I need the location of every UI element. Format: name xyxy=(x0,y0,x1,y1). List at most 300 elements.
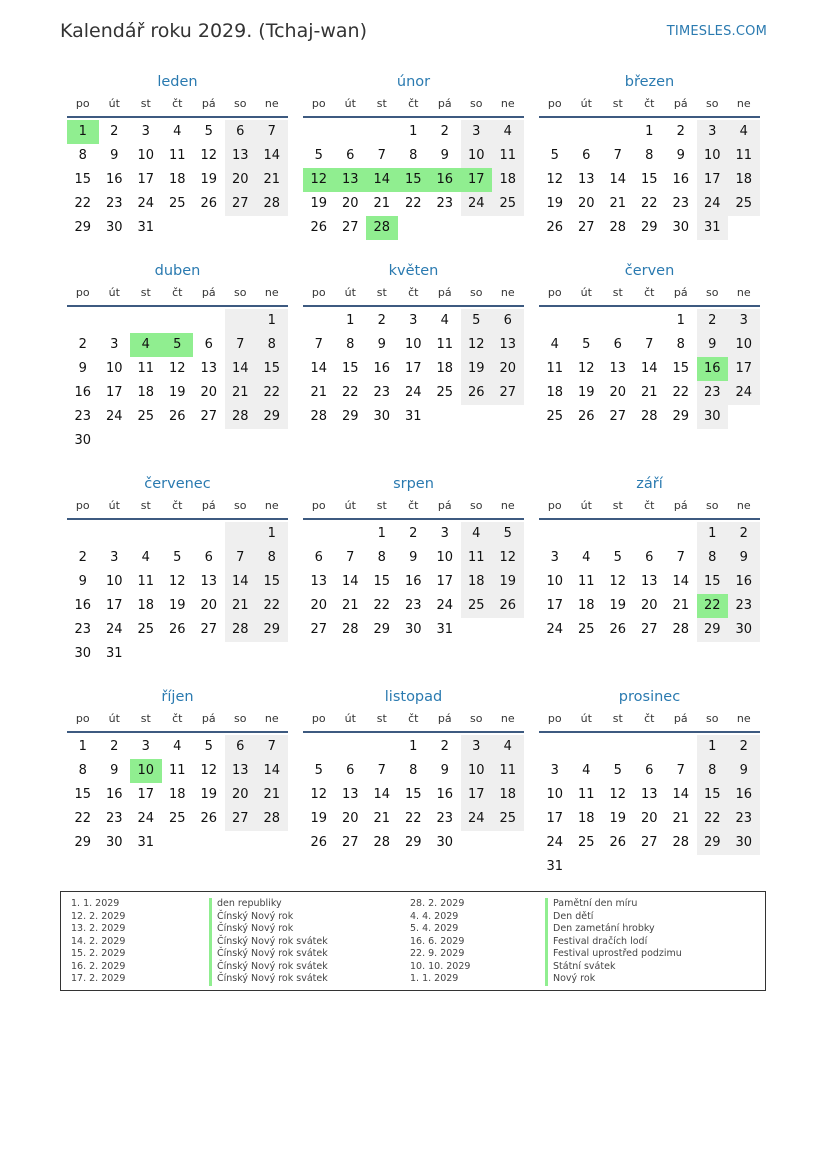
day-cell: 25 xyxy=(436,385,454,400)
day-cell: 3 xyxy=(110,337,119,352)
day-cell: 18 xyxy=(461,570,493,594)
day-cell: 12 xyxy=(200,148,218,163)
day-cell: 14 xyxy=(672,787,690,802)
month-4 xyxy=(67,263,288,453)
weekday-header xyxy=(539,286,760,302)
day-cell: 25 xyxy=(492,807,524,831)
day-cell: 25 xyxy=(728,192,760,216)
day-cell: 5 xyxy=(173,550,182,565)
weekday-label: út xyxy=(344,499,356,512)
day-cell: 18 xyxy=(728,168,760,192)
day-cell: 14 xyxy=(225,357,257,381)
day-cell: 13 xyxy=(200,361,218,376)
day-cell: 15 xyxy=(697,783,729,807)
day-cell: 17 xyxy=(461,783,493,807)
day-cell: 7 xyxy=(377,148,386,163)
day-cell: 5 xyxy=(550,148,559,163)
day-cell: 12 xyxy=(546,172,564,187)
day-cell: 23 xyxy=(436,811,454,826)
day-cell: 8 xyxy=(697,759,729,783)
day-cell: 4 xyxy=(440,313,449,328)
day-cell: 7 xyxy=(256,120,288,144)
day-cell: 30 xyxy=(728,831,760,855)
day-cell: 15 xyxy=(256,570,288,594)
weekday-label: so xyxy=(706,97,719,110)
day-cell: 13 xyxy=(492,333,524,357)
day-cell: 28 xyxy=(672,835,690,850)
day-cell: 21 xyxy=(310,385,328,400)
weekday-label: čt xyxy=(172,97,183,110)
day-cell: 11 xyxy=(461,546,493,570)
day-cell: 9 xyxy=(676,148,685,163)
day-cell: 15 xyxy=(256,357,288,381)
month-rule xyxy=(303,305,524,307)
month-9 xyxy=(539,476,760,666)
weekday-label: st xyxy=(376,286,387,299)
day-cell: 15 xyxy=(672,361,690,376)
day-cell: 10 xyxy=(728,333,760,357)
legend-holiday-name: Státní svátek xyxy=(545,961,615,974)
day-cell: 4 xyxy=(492,735,524,759)
day-cell: 8 xyxy=(78,763,87,778)
holiday-day-cell: 14 xyxy=(366,168,398,192)
month-rule xyxy=(303,731,524,733)
day-cell: 20 xyxy=(341,196,359,211)
day-cell: 9 xyxy=(728,759,760,783)
day-cell: 8 xyxy=(377,550,386,565)
day-cell: 12 xyxy=(609,787,627,802)
day-cell: 19 xyxy=(168,598,186,613)
weekday-label: čt xyxy=(408,712,419,725)
weekday-label: út xyxy=(580,97,592,110)
weekday-label: čt xyxy=(172,712,183,725)
day-cell: 27 xyxy=(577,220,595,235)
day-cell: 23 xyxy=(672,196,690,211)
legend-date: 16. 6. 2029 xyxy=(410,935,465,947)
weekday-header xyxy=(539,97,760,113)
weekday-label: ne xyxy=(500,97,515,110)
day-cell: 7 xyxy=(346,550,355,565)
month-5 xyxy=(303,263,524,453)
day-cell: 24 xyxy=(105,622,123,637)
day-cell: 7 xyxy=(676,763,685,778)
month-name: únor xyxy=(396,74,431,90)
month-name: březen xyxy=(624,74,675,90)
day-cell: 18 xyxy=(137,598,155,613)
day-cell: 30 xyxy=(74,646,92,661)
day-cell: 29 xyxy=(256,618,288,642)
day-cell: 2 xyxy=(377,313,386,328)
weekday-label: út xyxy=(108,712,120,725)
weekday-label: pá xyxy=(437,286,452,299)
day-cell: 10 xyxy=(105,574,123,589)
holiday-day-cell: 5 xyxy=(162,333,194,357)
day-cell: 11 xyxy=(137,574,155,589)
day-cell: 30 xyxy=(404,622,422,637)
day-cell: 18 xyxy=(168,172,186,187)
day-cell: 22 xyxy=(341,385,359,400)
day-cell: 7 xyxy=(676,550,685,565)
day-cell: 6 xyxy=(225,735,257,759)
month-rule xyxy=(67,518,288,520)
day-cell: 2 xyxy=(78,337,87,352)
weekday-label: st xyxy=(612,97,623,110)
day-cell: 7 xyxy=(645,337,654,352)
day-cell: 11 xyxy=(546,361,564,376)
weekday-label: čt xyxy=(408,97,419,110)
weekday-label: čt xyxy=(408,286,419,299)
weekday-label: po xyxy=(311,712,326,725)
page-title: Kalendář roku 2029. (Tchaj-wan) xyxy=(60,20,367,42)
day-cell: 5 xyxy=(204,124,213,139)
weekday-label: po xyxy=(75,286,90,299)
day-cell: 24 xyxy=(137,811,155,826)
day-cell: 15 xyxy=(697,570,729,594)
month-name: září xyxy=(636,476,663,492)
day-cell: 1 xyxy=(256,522,288,546)
day-cell: 21 xyxy=(640,385,658,400)
day-cell: 19 xyxy=(310,811,328,826)
day-cell: 16 xyxy=(74,598,92,613)
day-cell: 18 xyxy=(168,787,186,802)
weekday-label: pá xyxy=(673,712,688,725)
day-cell: 14 xyxy=(609,172,627,187)
day-cell: 31 xyxy=(137,220,155,235)
weekday-label: so xyxy=(706,286,719,299)
day-cell: 28 xyxy=(640,409,658,424)
day-cell: 15 xyxy=(373,574,391,589)
day-cell: 20 xyxy=(200,598,218,613)
day-cell: 8 xyxy=(409,148,418,163)
day-cell: 8 xyxy=(697,546,729,570)
day-cell: 5 xyxy=(582,337,591,352)
weekday-header xyxy=(67,286,288,302)
day-cell: 3 xyxy=(141,739,150,754)
day-cell: 18 xyxy=(137,385,155,400)
day-cell: 23 xyxy=(404,598,422,613)
day-cell: 27 xyxy=(200,622,218,637)
legend-date: 13. 2. 2029 xyxy=(71,923,126,934)
day-cell: 14 xyxy=(256,144,288,168)
weekday-label: st xyxy=(140,97,151,110)
weekday-label: čt xyxy=(172,499,183,512)
day-cell: 29 xyxy=(373,622,391,637)
month-rule xyxy=(67,116,288,118)
weekday-label: st xyxy=(140,499,151,512)
day-cell: 3 xyxy=(461,120,493,144)
day-cell: 22 xyxy=(256,381,288,405)
weekday-label: út xyxy=(108,499,120,512)
day-cell: 19 xyxy=(577,385,595,400)
day-cell: 3 xyxy=(141,124,150,139)
weekday-label: po xyxy=(547,712,562,725)
weekday-label: pá xyxy=(201,712,216,725)
month-rule xyxy=(539,731,760,733)
day-cell: 23 xyxy=(373,385,391,400)
weekday-label: čt xyxy=(644,499,655,512)
day-cell: 17 xyxy=(105,385,123,400)
day-cell: 31 xyxy=(105,646,123,661)
month-name: leden xyxy=(157,74,198,90)
holiday-day-cell: 12 xyxy=(303,168,335,192)
weekend-blank-cell xyxy=(225,309,257,333)
day-cell: 16 xyxy=(404,574,422,589)
day-cell: 28 xyxy=(341,622,359,637)
day-cell: 27 xyxy=(640,622,658,637)
weekday-label: st xyxy=(376,712,387,725)
month-7 xyxy=(67,476,288,666)
brand-logo[interactable]: TIMESLES.COM xyxy=(666,24,767,39)
legend-holiday-name: Den dětí xyxy=(545,911,593,924)
month-rule xyxy=(67,305,288,307)
day-cell: 19 xyxy=(461,357,493,381)
month-rule xyxy=(67,731,288,733)
day-cell: 30 xyxy=(105,220,123,235)
day-cell: 4 xyxy=(173,124,182,139)
legend-holiday-name: Den zametání hrobky xyxy=(545,923,655,936)
day-cell: 11 xyxy=(436,337,454,352)
weekday-label: út xyxy=(108,97,120,110)
day-cell: 19 xyxy=(200,787,218,802)
weekday-label: st xyxy=(612,286,623,299)
day-cell: 30 xyxy=(672,220,690,235)
day-cell: 29 xyxy=(256,405,288,429)
day-cell: 27 xyxy=(225,807,257,831)
holiday-legend xyxy=(60,891,766,991)
day-cell: 9 xyxy=(697,333,729,357)
day-cell: 17 xyxy=(404,361,422,376)
day-cell: 17 xyxy=(546,598,564,613)
day-cell: 15 xyxy=(74,787,92,802)
weekday-label: pá xyxy=(437,499,452,512)
day-cell: 20 xyxy=(225,783,257,807)
day-cell: 6 xyxy=(645,550,654,565)
day-cell: 22 xyxy=(640,196,658,211)
day-cell: 20 xyxy=(640,811,658,826)
weekday-label: út xyxy=(108,286,120,299)
day-cell: 21 xyxy=(672,598,690,613)
weekday-label: so xyxy=(234,712,247,725)
legend-holiday-name: Čínský Nový rok xyxy=(209,923,293,936)
day-cell: 8 xyxy=(645,148,654,163)
weekday-label: ne xyxy=(736,499,751,512)
day-cell: 18 xyxy=(577,811,595,826)
day-cell: 21 xyxy=(256,783,288,807)
day-cell: 1 xyxy=(697,522,729,546)
day-cell: 21 xyxy=(672,811,690,826)
day-cell: 16 xyxy=(728,570,760,594)
weekday-label: st xyxy=(140,712,151,725)
day-cell: 1 xyxy=(377,526,386,541)
day-cell: 8 xyxy=(256,333,288,357)
day-cell: 1 xyxy=(78,739,87,754)
legend-date: 17. 2. 2029 xyxy=(71,973,126,984)
weekday-label: po xyxy=(547,97,562,110)
day-cell: 25 xyxy=(546,409,564,424)
legend-date: 16. 2. 2029 xyxy=(71,960,126,972)
day-cell: 17 xyxy=(436,574,454,589)
day-cell: 25 xyxy=(168,196,186,211)
day-cell: 6 xyxy=(225,120,257,144)
day-cell: 11 xyxy=(577,787,595,802)
weekday-label: st xyxy=(376,499,387,512)
day-cell: 30 xyxy=(74,433,92,448)
day-cell: 20 xyxy=(310,598,328,613)
day-cell: 26 xyxy=(168,409,186,424)
day-cell: 23 xyxy=(728,807,760,831)
day-cell: 9 xyxy=(110,763,119,778)
day-cell: 6 xyxy=(613,337,622,352)
day-cell: 8 xyxy=(346,337,355,352)
day-cell: 6 xyxy=(314,550,323,565)
month-2 xyxy=(303,74,524,264)
month-name: duben xyxy=(154,263,201,279)
day-cell: 9 xyxy=(409,550,418,565)
day-cell: 9 xyxy=(78,361,87,376)
day-cell: 30 xyxy=(105,835,123,850)
day-cell: 21 xyxy=(609,196,627,211)
day-cell: 11 xyxy=(728,144,760,168)
day-cell: 12 xyxy=(609,574,627,589)
day-cell: 16 xyxy=(105,172,123,187)
legend-date: 1. 1. 2029 xyxy=(71,898,120,909)
day-cell: 6 xyxy=(346,148,355,163)
day-cell: 17 xyxy=(105,598,123,613)
day-cell: 5 xyxy=(204,739,213,754)
day-cell: 26 xyxy=(609,622,627,637)
day-cell: 22 xyxy=(74,811,92,826)
day-cell: 5 xyxy=(314,148,323,163)
weekday-label: so xyxy=(234,286,247,299)
day-cell: 26 xyxy=(577,409,595,424)
day-cell: 13 xyxy=(577,172,595,187)
day-cell: 3 xyxy=(440,526,449,541)
day-cell: 20 xyxy=(492,357,524,381)
day-cell: 6 xyxy=(204,337,213,352)
day-cell: 19 xyxy=(310,196,328,211)
legend-holiday-name: Čínský Nový rok svátek xyxy=(209,961,328,974)
day-cell: 13 xyxy=(640,574,658,589)
day-cell: 8 xyxy=(676,337,685,352)
weekday-label: so xyxy=(470,286,483,299)
day-cell: 27 xyxy=(492,381,524,405)
day-cell: 19 xyxy=(609,811,627,826)
day-cell: 16 xyxy=(105,787,123,802)
day-cell: 21 xyxy=(225,594,257,618)
day-cell: 4 xyxy=(550,337,559,352)
weekday-header xyxy=(539,712,760,728)
day-cell: 28 xyxy=(225,618,257,642)
month-rule xyxy=(539,305,760,307)
weekday-header xyxy=(303,712,524,728)
day-cell: 27 xyxy=(341,835,359,850)
month-1 xyxy=(67,74,288,264)
weekday-label: so xyxy=(470,712,483,725)
day-cell: 5 xyxy=(461,309,493,333)
day-cell: 30 xyxy=(697,405,729,429)
day-cell: 5 xyxy=(613,763,622,778)
day-cell: 1 xyxy=(256,309,288,333)
weekday-label: pá xyxy=(437,97,452,110)
day-cell: 10 xyxy=(697,144,729,168)
holiday-day-cell: 17 xyxy=(461,168,493,192)
month-8 xyxy=(303,476,524,666)
day-cell: 2 xyxy=(676,124,685,139)
day-cell: 24 xyxy=(461,807,493,831)
day-cell: 27 xyxy=(609,409,627,424)
weekday-label: pá xyxy=(437,712,452,725)
day-cell: 20 xyxy=(640,598,658,613)
day-cell: 26 xyxy=(492,594,524,618)
day-cell: 2 xyxy=(728,735,760,759)
day-cell: 5 xyxy=(613,550,622,565)
day-cell: 28 xyxy=(256,192,288,216)
weekday-label: st xyxy=(140,286,151,299)
day-cell: 2 xyxy=(440,739,449,754)
day-cell: 15 xyxy=(341,361,359,376)
day-cell: 2 xyxy=(110,739,119,754)
legend-date: 4. 4. 2029 xyxy=(410,910,459,922)
day-cell: 7 xyxy=(314,337,323,352)
holiday-day-cell: 16 xyxy=(697,357,729,381)
day-cell: 19 xyxy=(200,172,218,187)
day-cell: 24 xyxy=(697,192,729,216)
day-cell: 29 xyxy=(341,409,359,424)
day-cell: 23 xyxy=(74,622,92,637)
weekday-label: pá xyxy=(201,286,216,299)
day-cell: 4 xyxy=(141,550,150,565)
day-cell: 21 xyxy=(373,196,391,211)
day-cell: 29 xyxy=(404,835,422,850)
day-cell: 19 xyxy=(492,570,524,594)
day-cell: 19 xyxy=(168,385,186,400)
day-cell: 6 xyxy=(346,763,355,778)
weekday-label: pá xyxy=(673,97,688,110)
day-cell: 21 xyxy=(225,381,257,405)
weekday-label: út xyxy=(580,712,592,725)
day-cell: 1 xyxy=(409,739,418,754)
day-cell: 27 xyxy=(310,622,328,637)
day-cell: 4 xyxy=(582,763,591,778)
day-cell: 20 xyxy=(200,385,218,400)
day-cell: 21 xyxy=(373,811,391,826)
day-cell: 24 xyxy=(546,622,564,637)
legend-holiday-name: Čínský Nový rok svátek xyxy=(209,948,328,961)
weekday-label: ne xyxy=(264,97,279,110)
day-cell: 16 xyxy=(74,385,92,400)
day-cell: 11 xyxy=(577,574,595,589)
day-cell: 23 xyxy=(728,594,760,618)
weekday-label: so xyxy=(706,499,719,512)
weekday-label: so xyxy=(470,97,483,110)
weekend-blank-cell xyxy=(225,522,257,546)
day-cell: 15 xyxy=(74,172,92,187)
day-cell: 10 xyxy=(461,759,493,783)
weekday-label: ne xyxy=(500,286,515,299)
day-cell: 1 xyxy=(697,735,729,759)
day-cell: 12 xyxy=(168,574,186,589)
weekday-label: čt xyxy=(172,286,183,299)
weekday-header xyxy=(67,97,288,113)
day-cell: 23 xyxy=(105,196,123,211)
day-cell: 14 xyxy=(310,361,328,376)
month-rule xyxy=(303,518,524,520)
day-cell: 31 xyxy=(404,409,422,424)
day-cell: 31 xyxy=(546,859,564,874)
legend-date: 12. 2. 2029 xyxy=(71,910,126,922)
day-cell: 14 xyxy=(341,574,359,589)
weekday-label: pá xyxy=(673,499,688,512)
